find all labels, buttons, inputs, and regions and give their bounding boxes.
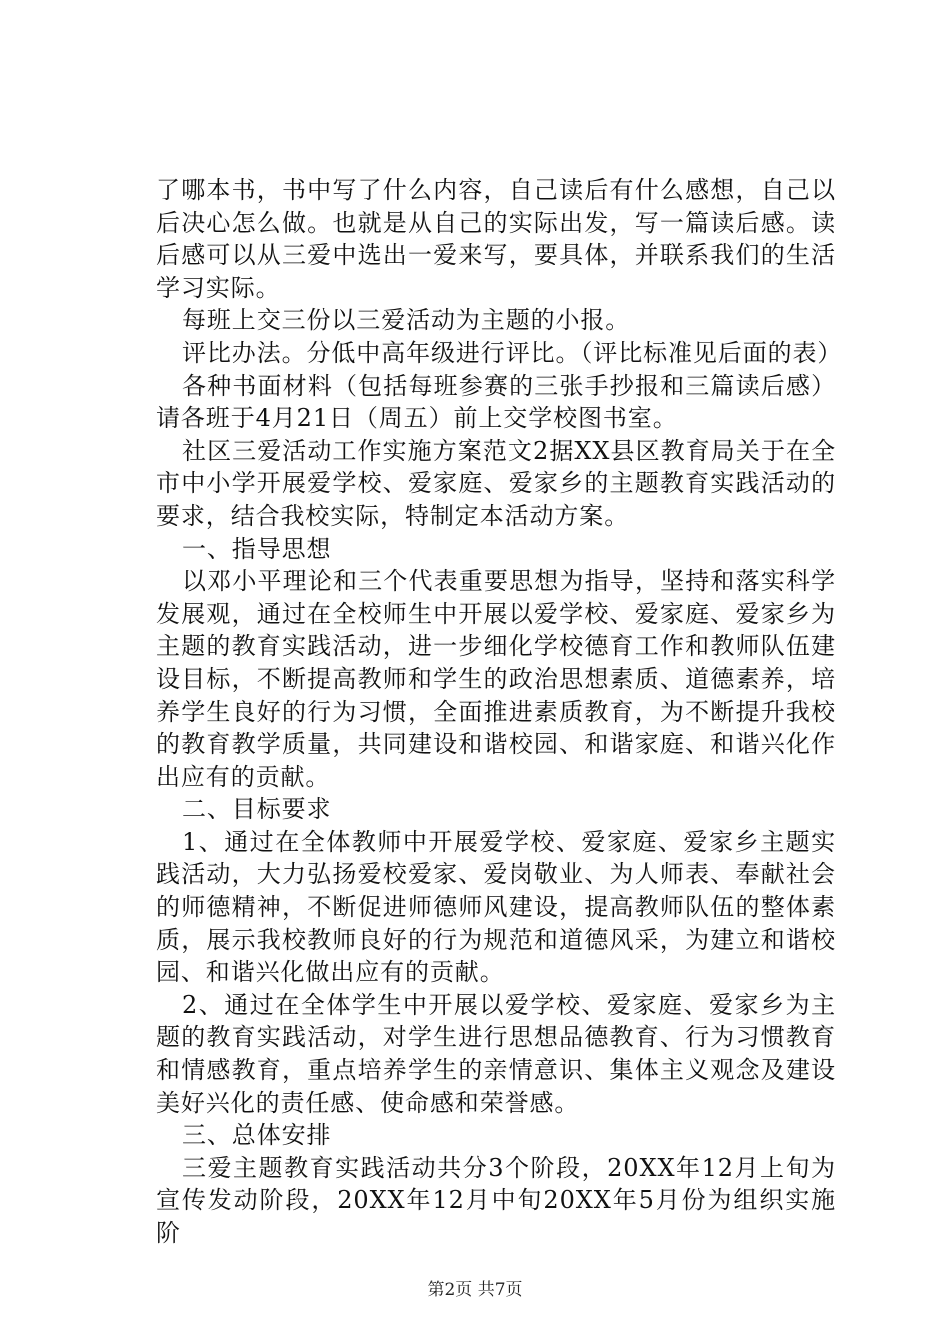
section-heading: 一、指导思想 <box>182 534 332 563</box>
paragraph: 2、通过在全体学生中开展以爱学校、爱家庭、爱家乡为主题的教育实践活动，对学生进行思想品德教育、行为习惯教育和情感教育，重点培养学生的亲情意识、集体主义观念及建设美好兴化的责任感、使命感和荣誉感。 <box>156 990 836 1117</box>
paragraph: 1、通过在全体教师中开展爱学校、爱家庭、爱家乡主题实践活动，大力弘扬爱校爱家、爱岗敬业、为人师表、奉献社会的师德精神，不断促进师德师风建设，提高教师队伍的整体素质，展示我校教师良好的行为规范和道德风采，为建立和谐校园、和谐兴化做出应有的贡献。 <box>156 827 836 987</box>
section-heading: 三、总体安排 <box>182 1121 332 1150</box>
document-body <box>156 174 843 1250</box>
paragraph: 三爱主题教育实践活动共分3个阶段，20XX年12月上旬为宣传发动阶段，20XX年12月中旬20XX年5月份为组织实施阶 <box>156 1153 836 1247</box>
paragraph: 评比办法。分低中高年级进行评比。（评比标准见后面的表） <box>182 338 843 367</box>
paragraph: 每班上交三份以三爱活动为主题的小报。 <box>182 306 631 335</box>
paragraph: 各种书面材料（包括每班参赛的三张手抄报和三篇读后感）请各班于4月21日（周五）前上交学校图书室。 <box>156 371 836 433</box>
section-heading: 二、目标要求 <box>182 795 332 824</box>
paragraph: 社区三爱活动工作实施方案范文2据XX县区教育局关于在全市中小学开展爱学校、爱家庭、爱家乡的主题教育实践活动的要求，结合我校实际，特制定本活动方案。 <box>156 436 836 530</box>
paragraph-continued: 了哪本书，书中写了什么内容，自己读后有什么感想，自己以后决心怎么做。也就是从自己的实际出发，写一篇读后感。读后感可以从三爱中选出一爱来写，要具体，并联系我们的生活学习实际。 <box>156 176 836 302</box>
page-number: 第2页 共7页 <box>427 1280 523 1300</box>
paragraph: 以邓小平理论和三个代表重要思想为指导，坚持和落实科学发展观，通过在全校师生中开展以爱学校、爱家庭、爱家乡为主题的教育实践活动，进一步细化学校德育工作和教师队伍建设目标，不断提高教师和学生的政治思想素质、道德素养，培养学生良好的行为习惯，全面推进素质教育，为不断提升我校的教育教学质量，共同建设和谐校园、和谐家庭、和谐兴化作出应有的贡献。 <box>156 567 836 791</box>
